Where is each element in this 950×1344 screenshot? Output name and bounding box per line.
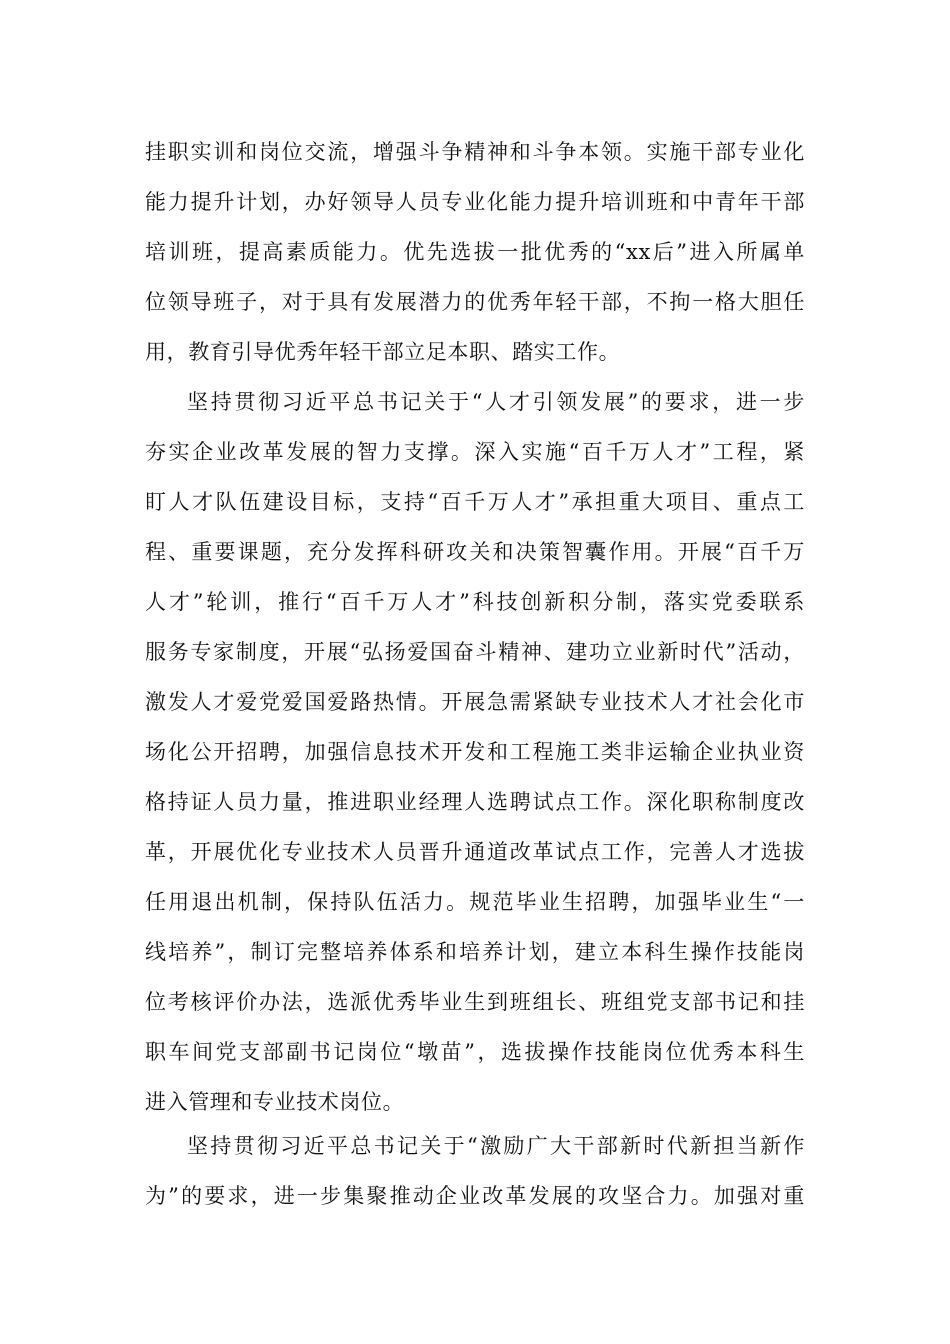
- text-line: 程、重要课题，充分发挥科研攻关和决策智囊作用。开展“百千万: [145, 540, 805, 564]
- text-line: 用，教育引导优秀年轻干部立足本职、踏实工作。: [145, 340, 621, 364]
- text-line: 进入管理和专业技术岗位。: [145, 1090, 405, 1114]
- text-line: 服务专家制度，开展“弘扬爱国奋斗精神、建功立业新时代”活动，: [145, 640, 805, 664]
- text-line: 盯人才队伍建设目标，支持“百千万人才”承担重大项目、重点工: [145, 490, 805, 514]
- text-line: 位领导班子，对于具有发展潜力的优秀年轻干部，不拘一格大胆任: [145, 290, 805, 314]
- paragraph-1: [145, 127, 805, 377]
- text-line: 革，开展优化专业技术人员晋升通道改革试点工作，完善人才选拔: [145, 840, 805, 864]
- text-line: 激发人才爱党爱国爱路热情。开展急需紧缺专业技术人才社会化市: [145, 690, 805, 714]
- text-line: 职车间党支部副书记岗位“墩苗”，选拔操作技能岗位优秀本科生: [145, 1040, 805, 1064]
- text-line: 为”的要求，进一步集聚推动企业改革发展的攻坚合力。加强对重: [145, 1184, 805, 1208]
- text-line: 坚持贯彻习近平总书记关于“人才引领发展”的要求，进一步: [187, 390, 805, 414]
- text-line: 挂职实训和岗位交流，增强斗争精神和斗争本领。实施干部专业化: [145, 140, 805, 164]
- text-line: 人才”轮训，推行“百千万人才”科技创新积分制，落实党委联系: [145, 590, 805, 614]
- text-line: 任用退出机制，保持队伍活力。规范毕业生招聘，加强毕业生“一: [145, 890, 805, 914]
- text-line: 格持证人员力量，推进职业经理人选聘试点工作。深化职称制度改: [145, 790, 805, 814]
- text-line: 位考核评价办法，选派优秀毕业生到班组长、班组党支部书记和挂: [145, 990, 805, 1014]
- text-line: 线培养”，制订完整培养体系和培养计划，建立本科生操作技能岗: [145, 940, 805, 964]
- text-line: 场化公开招聘，加强信息技术开发和工程施工类非运输企业执业资: [145, 740, 805, 764]
- text-line: 夯实企业改革发展的智力支撑。深入实施“百千万人才”工程，紧: [145, 440, 805, 464]
- text-line: 能力提升计划，办好领导人员专业化能力提升培训班和中青年干部: [145, 190, 805, 214]
- paragraph-2: [145, 377, 805, 1127]
- text-line: 坚持贯彻习近平总书记关于“激励广大干部新时代新担当新作: [187, 1134, 805, 1158]
- paragraph-3: [145, 1121, 805, 1221]
- text-line: 培训班，提高素质能力。优先选拔一批优秀的“xx后”进入所属单: [145, 240, 805, 264]
